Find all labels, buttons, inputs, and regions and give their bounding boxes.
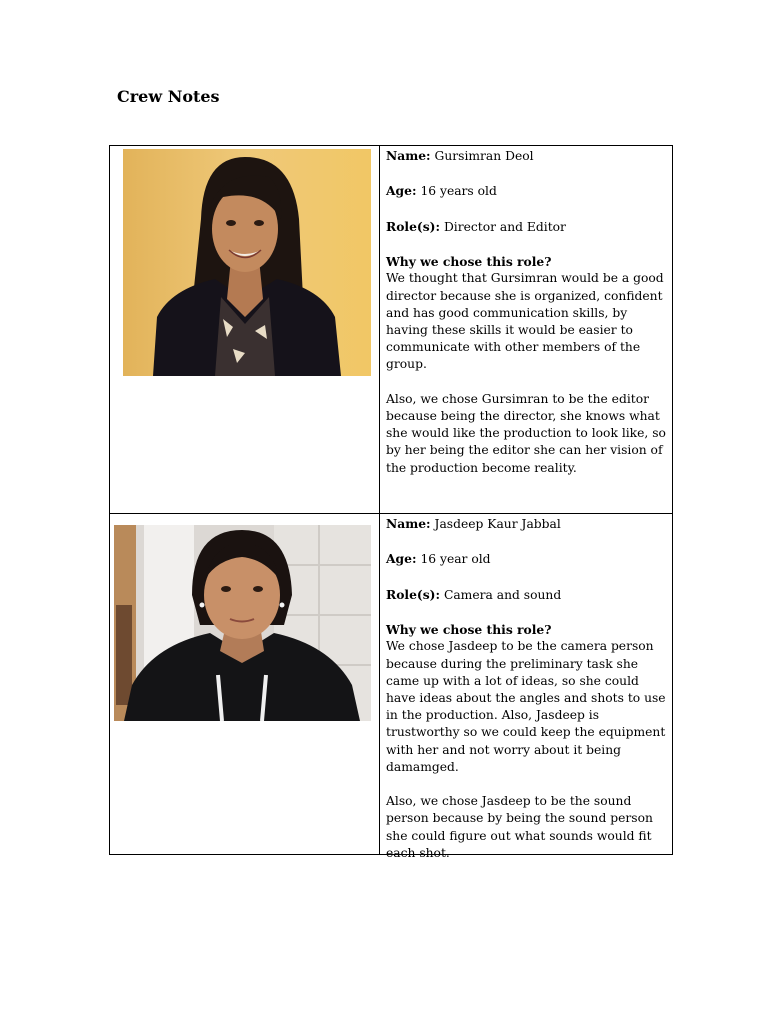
crew-photo — [123, 149, 371, 376]
crew-age: 16 years old — [420, 184, 497, 199]
roles-line — [386, 218, 666, 236]
why-text: We thought that Gursimran would be a good director because she is organized, confident and has good communication skills, by having these skills it would be easier to communicate with other members of the group. — [386, 271, 664, 372]
why-text: We chose Jasdeep to be the camera person because during the preliminary task she came up with a lot of ideas, so she could have ideas about the angles and shots to use in the production. Also, Jasdeep is trustworthy so we could keep the equipment with her and not worry about it being damamged. — [386, 639, 666, 774]
why-paragraph-2: Also, we chose Jasdeep to be the sound person because by being the sound person she could figure out what sounds would fit each shot. — [386, 794, 653, 860]
crew-roles: Camera and sound — [443, 587, 562, 602]
roles-label: Role(s): — [386, 218, 441, 234]
photo-cell — [110, 146, 380, 513]
name-label: Name: — [386, 516, 431, 531]
age-label: Age: — [386, 183, 417, 199]
age-label: Age: — [386, 551, 417, 567]
roles-label: Role(s): — [386, 586, 441, 602]
age-line — [386, 550, 666, 568]
why-label: Why we chose this role? — [386, 254, 552, 270]
page-title: Crew Notes — [117, 87, 220, 106]
why-label: Why we chose this role? — [386, 622, 552, 638]
name-line — [386, 515, 666, 533]
why-paragraph-2: Also, we chose Gursimran to be the editor because being the director, she knows what she would like the production to look like, so by her being the editor she can her vision of the production become reality. — [386, 391, 666, 475]
crew-details — [380, 514, 672, 860]
age-line — [386, 182, 666, 200]
roles-line — [386, 586, 666, 604]
photo-cell — [110, 514, 380, 854]
crew-name: Jasdeep Kaur Jabbal — [434, 517, 561, 531]
crew-table — [109, 145, 673, 860]
crew-roles: Director and Editor — [443, 219, 566, 234]
name-line — [386, 147, 666, 165]
crew-photo — [114, 525, 371, 721]
crew-row — [110, 514, 672, 860]
crew-row — [110, 146, 672, 514]
crew-age: 16 year old — [420, 552, 491, 567]
crew-details — [380, 146, 672, 513]
crew-name: Gursimran Deol — [434, 149, 534, 163]
name-label: Name: — [386, 148, 431, 163]
why-paragraph — [386, 253, 666, 373]
why-paragraph — [386, 621, 666, 776]
